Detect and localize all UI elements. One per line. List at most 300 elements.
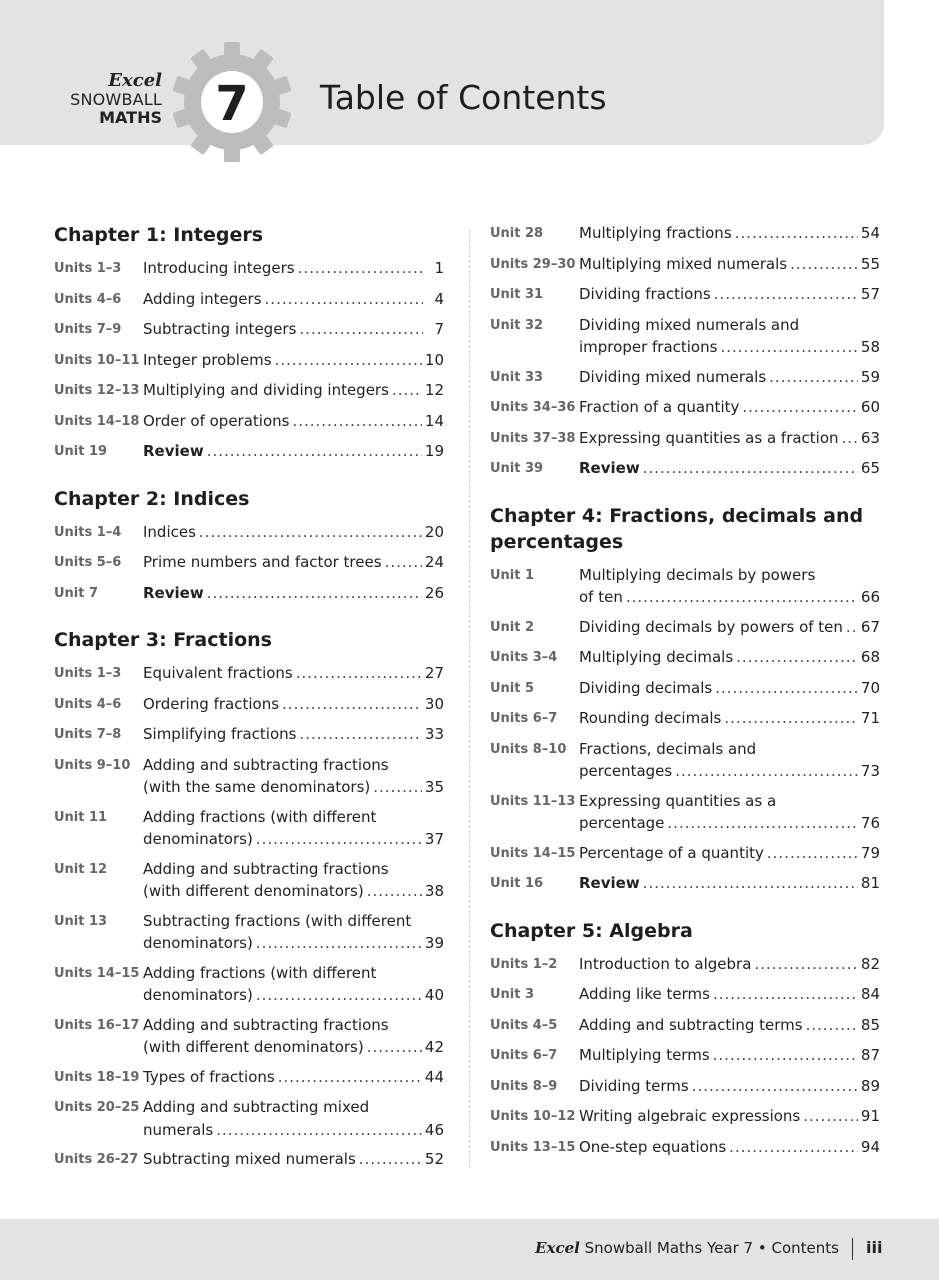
entry-line bbox=[579, 616, 880, 639]
toc-entry[interactable] bbox=[54, 693, 444, 717]
toc-entry[interactable] bbox=[490, 872, 880, 896]
toc-entry[interactable] bbox=[54, 318, 444, 342]
entry-title-block bbox=[579, 427, 880, 451]
toc-entry[interactable] bbox=[54, 410, 444, 434]
entry-title: Prime numbers and factor trees bbox=[143, 551, 385, 574]
chapter-section bbox=[490, 918, 880, 1160]
dot-leader bbox=[806, 1014, 858, 1037]
toc-entry[interactable] bbox=[490, 616, 880, 640]
leader-line bbox=[579, 842, 858, 865]
entry-title: Adding integers bbox=[143, 288, 265, 311]
entry-title-block bbox=[143, 440, 444, 464]
entry-title-block bbox=[143, 1014, 444, 1059]
leader-line bbox=[579, 646, 858, 669]
entry-line bbox=[143, 1066, 444, 1089]
chapter-heading: Chapter 3: Fractions bbox=[54, 629, 272, 651]
dot-leader bbox=[359, 1148, 422, 1171]
toc-entry[interactable] bbox=[490, 253, 880, 277]
entry-title-block bbox=[143, 1066, 444, 1090]
entry-title: Fractions, decimals and bbox=[579, 738, 759, 761]
dot-leader bbox=[667, 812, 858, 835]
chapter-section bbox=[54, 222, 444, 464]
entry-title-block bbox=[579, 790, 880, 835]
entry-title: Multiplying decimals by powers bbox=[579, 564, 818, 587]
chapter-heading: Chapter 4: Fractions, decimals and percentages bbox=[490, 504, 864, 553]
leader-line bbox=[143, 1036, 422, 1059]
toc-entry[interactable] bbox=[490, 222, 880, 246]
toc-entry[interactable] bbox=[490, 842, 880, 866]
unit-range: Units 29–30 bbox=[490, 256, 576, 272]
leader-line bbox=[143, 723, 422, 746]
chapter-section bbox=[54, 627, 444, 1172]
entry-title-block bbox=[143, 693, 444, 717]
toc-entry[interactable] bbox=[54, 551, 444, 575]
entry-title: Types of fractions bbox=[143, 1066, 278, 1089]
entry-title-block bbox=[143, 858, 444, 903]
entry-line bbox=[143, 880, 444, 903]
dot-leader bbox=[724, 707, 858, 730]
entry-title: Multiplying decimals bbox=[579, 646, 736, 669]
brand-logo bbox=[52, 72, 162, 126]
unit-range: Unit 2 bbox=[490, 619, 535, 635]
entry-title-block bbox=[579, 314, 880, 359]
toc-entry[interactable] bbox=[490, 707, 880, 731]
page-number: 57 bbox=[860, 285, 880, 303]
toc-entry[interactable] bbox=[490, 396, 880, 420]
dot-leader bbox=[790, 253, 858, 276]
page-number: 39 bbox=[424, 934, 444, 952]
dot-leader bbox=[296, 662, 422, 685]
toc-entry[interactable] bbox=[490, 677, 880, 701]
entry-title-block bbox=[143, 551, 444, 575]
leader-line bbox=[143, 1066, 422, 1089]
entry-title-block bbox=[143, 1148, 444, 1172]
toc-entry[interactable] bbox=[490, 564, 880, 609]
toc-entry[interactable] bbox=[490, 738, 880, 783]
entry-title: Adding like terms bbox=[579, 983, 713, 1006]
entry-title: Indices bbox=[143, 521, 199, 544]
dot-leader bbox=[643, 457, 858, 480]
dot-leader bbox=[256, 828, 422, 851]
entry-title: Fraction of a quantity bbox=[579, 396, 742, 419]
entry-line bbox=[579, 953, 880, 976]
unit-range: Units 4–5 bbox=[490, 1017, 558, 1033]
entry-title: Adding and subtracting fractions bbox=[143, 1014, 392, 1037]
footer-bullet: • bbox=[757, 1239, 767, 1257]
page-number: 24 bbox=[424, 553, 444, 571]
toc-entry[interactable] bbox=[54, 440, 444, 464]
unit-range: Unit 3 bbox=[490, 987, 535, 1002]
unit-range: Units 1–2 bbox=[490, 956, 558, 972]
page-number: 76 bbox=[860, 814, 880, 832]
page-title: Table of Contents bbox=[320, 78, 607, 117]
footer-separator bbox=[852, 1238, 853, 1260]
leader-line bbox=[143, 288, 423, 311]
leader-line bbox=[579, 396, 858, 419]
entry-title: Rounding decimals bbox=[579, 707, 724, 730]
entry-title-block bbox=[579, 1105, 880, 1129]
chapter-section bbox=[490, 222, 880, 481]
toc-entry[interactable] bbox=[490, 1075, 880, 1099]
unit-range: Unit 12 bbox=[54, 861, 108, 877]
entry-line bbox=[579, 564, 880, 587]
unit-range: Unit 19 bbox=[54, 444, 108, 459]
leader-line bbox=[579, 366, 858, 389]
page-number: 60 bbox=[860, 398, 880, 416]
footer-label bbox=[535, 1239, 839, 1257]
page-number: 67 bbox=[860, 617, 880, 636]
leader-line bbox=[143, 551, 422, 574]
dot-leader bbox=[282, 693, 422, 716]
page-number: 1 bbox=[434, 259, 444, 277]
entry-title-block bbox=[143, 318, 444, 342]
leader-line bbox=[579, 677, 858, 700]
footer-page-number: iii bbox=[866, 1238, 883, 1257]
toc-entry[interactable] bbox=[54, 1014, 444, 1059]
entry-title-block bbox=[579, 1044, 880, 1068]
dot-leader bbox=[692, 1075, 858, 1098]
unit-range: Unit 1 bbox=[490, 567, 535, 583]
dot-leader bbox=[292, 410, 421, 433]
unit-range: Units 14–18 bbox=[54, 413, 140, 429]
entry-line bbox=[143, 551, 444, 574]
page-number: 63 bbox=[860, 428, 880, 447]
toc-entry[interactable] bbox=[54, 754, 444, 799]
entry-title: Expressing quantities as a bbox=[579, 790, 779, 813]
leader-line bbox=[143, 379, 422, 402]
toc-entry[interactable] bbox=[54, 379, 444, 403]
leader-line bbox=[579, 1044, 858, 1067]
entry-title: percentages bbox=[579, 760, 675, 783]
dot-leader bbox=[803, 1105, 858, 1128]
toc-entry[interactable] bbox=[54, 858, 444, 903]
entry-line bbox=[143, 1119, 444, 1142]
toc-entry[interactable] bbox=[54, 1066, 444, 1090]
unit-range: Unit 28 bbox=[490, 226, 544, 241]
unit-range: Unit 33 bbox=[490, 369, 544, 385]
toc-entry[interactable] bbox=[490, 427, 880, 451]
chapter-heading: Chapter 5: Algebra bbox=[490, 919, 693, 942]
toc-entry[interactable] bbox=[490, 790, 880, 835]
entry-line bbox=[579, 983, 880, 1006]
toc-entry[interactable] bbox=[54, 723, 444, 747]
chapter-heading: Chapter 2: Indices bbox=[54, 487, 250, 510]
page-number: 73 bbox=[860, 762, 880, 780]
entry-line bbox=[143, 984, 444, 1007]
toc-entry[interactable] bbox=[490, 366, 880, 390]
toc-entry[interactable] bbox=[54, 257, 444, 281]
brand-excel: Excel bbox=[108, 70, 162, 91]
leader-line bbox=[143, 257, 423, 280]
dot-leader bbox=[385, 551, 422, 574]
review-title: Review bbox=[579, 872, 643, 895]
dot-leader bbox=[643, 872, 858, 895]
page-number: 52 bbox=[424, 1150, 444, 1168]
leader-line bbox=[143, 410, 422, 433]
dot-leader bbox=[299, 318, 423, 341]
brand-maths: MATHS bbox=[99, 108, 162, 127]
entry-title-block bbox=[143, 1096, 444, 1141]
entry-line bbox=[143, 1014, 444, 1037]
toc-entry[interactable] bbox=[490, 314, 880, 359]
entry-line bbox=[579, 646, 880, 669]
entry-line bbox=[579, 1105, 880, 1128]
entry-title: Introducing integers bbox=[143, 257, 298, 280]
toc-entry[interactable] bbox=[490, 1044, 880, 1068]
unit-range: Units 16–17 bbox=[54, 1017, 140, 1033]
entry-title-block bbox=[579, 1014, 880, 1038]
page-number: 12 bbox=[424, 381, 444, 399]
entry-title: Adding and subtracting fractions bbox=[143, 858, 392, 881]
dot-leader bbox=[769, 366, 858, 389]
toc-entry[interactable] bbox=[490, 983, 880, 1007]
footer-band bbox=[0, 1219, 939, 1280]
entry-line bbox=[579, 396, 880, 419]
unit-range: Unit 11 bbox=[54, 809, 108, 825]
entry-title-block bbox=[579, 457, 880, 481]
entry-title: Ordering fractions bbox=[143, 693, 282, 716]
toc-entry[interactable] bbox=[54, 288, 444, 312]
leader-line bbox=[579, 222, 858, 245]
page-number: 58 bbox=[860, 338, 880, 356]
entry-title: Adding fractions (with different bbox=[143, 962, 379, 985]
entry-title: Adding and subtracting mixed bbox=[143, 1096, 372, 1119]
unit-range: Units 12–13 bbox=[54, 383, 140, 398]
entry-title-block bbox=[143, 962, 444, 1007]
entry-line bbox=[143, 521, 444, 544]
leader-line bbox=[579, 616, 858, 639]
entry-line bbox=[143, 910, 444, 933]
entry-line bbox=[143, 379, 444, 402]
entry-title-block bbox=[579, 1075, 880, 1099]
entry-title-block bbox=[579, 738, 880, 783]
entry-title: Integer problems bbox=[143, 349, 275, 372]
leader-line bbox=[579, 707, 858, 730]
toc-entry[interactable] bbox=[54, 349, 444, 373]
toc-entry[interactable] bbox=[490, 1105, 880, 1129]
toc-entry[interactable] bbox=[490, 646, 880, 670]
unit-range: Units 3–4 bbox=[490, 650, 558, 665]
leader-line bbox=[579, 1075, 858, 1098]
unit-range: Units 11–13 bbox=[490, 793, 576, 809]
page-number: 55 bbox=[860, 254, 880, 273]
entry-title: Writing algebraic expressions bbox=[579, 1105, 803, 1128]
page-number: 82 bbox=[860, 954, 880, 973]
page-number: 79 bbox=[860, 843, 880, 862]
unit-range: Unit 39 bbox=[490, 461, 544, 476]
entry-title: of ten bbox=[579, 586, 626, 609]
dot-leader bbox=[736, 646, 858, 669]
dot-leader bbox=[720, 336, 857, 359]
leader-line bbox=[143, 521, 422, 544]
dot-leader bbox=[729, 1136, 858, 1159]
contents-left-column bbox=[54, 222, 444, 1194]
toc-entry[interactable] bbox=[54, 1096, 444, 1141]
entry-line bbox=[579, 790, 880, 813]
toc-entry[interactable] bbox=[490, 1014, 880, 1038]
entry-title-block bbox=[579, 366, 880, 390]
entry-title: Dividing decimals by powers of ten bbox=[579, 616, 846, 639]
unit-range: Units 6–7 bbox=[490, 1048, 558, 1063]
toc-entry[interactable] bbox=[490, 953, 880, 977]
entry-line bbox=[143, 318, 444, 341]
entry-line bbox=[579, 586, 880, 609]
page-number: 91 bbox=[860, 1107, 880, 1125]
page-number: 94 bbox=[860, 1137, 880, 1156]
dot-leader bbox=[299, 723, 421, 746]
leader-line bbox=[143, 693, 422, 716]
entry-line bbox=[143, 828, 444, 851]
unit-range: Units 14–15 bbox=[490, 845, 576, 861]
leader-line bbox=[579, 336, 858, 359]
leader-line bbox=[579, 760, 858, 783]
entry-title: Adding and subtracting terms bbox=[579, 1014, 806, 1037]
dot-leader bbox=[767, 842, 858, 865]
leader-line bbox=[579, 983, 858, 1006]
entry-title-block bbox=[143, 379, 444, 403]
page-number: 35 bbox=[424, 778, 444, 796]
page-number: 44 bbox=[424, 1067, 444, 1086]
toc-entry[interactable] bbox=[54, 910, 444, 955]
entry-title-block bbox=[579, 396, 880, 420]
toc-entry[interactable] bbox=[54, 1148, 444, 1172]
review-title: Review bbox=[579, 457, 643, 480]
toc-entry[interactable] bbox=[54, 662, 444, 686]
entry-title: (with the same denominators) bbox=[143, 776, 373, 799]
toc-entry[interactable] bbox=[54, 962, 444, 1007]
dot-leader bbox=[715, 677, 858, 700]
dot-leader bbox=[373, 776, 422, 799]
entry-title: percentage bbox=[579, 812, 667, 835]
entry-title-block bbox=[143, 521, 444, 545]
leader-line bbox=[579, 457, 858, 480]
entry-title: (with different denominators) bbox=[143, 1036, 367, 1059]
leader-line bbox=[143, 582, 422, 605]
page-number: 46 bbox=[424, 1120, 444, 1139]
entry-line bbox=[579, 842, 880, 865]
toc-entry[interactable] bbox=[490, 457, 880, 481]
page-number: 14 bbox=[424, 411, 444, 430]
leader-line bbox=[143, 318, 423, 341]
entry-title: Expressing quantities as a fraction bbox=[579, 427, 842, 450]
page-number: 26 bbox=[424, 583, 444, 602]
entry-line bbox=[579, 457, 880, 480]
leader-line bbox=[579, 1105, 858, 1128]
dot-leader bbox=[275, 349, 422, 372]
leader-line bbox=[143, 349, 422, 372]
toc-entry[interactable] bbox=[54, 582, 444, 606]
unit-range: Units 4–6 bbox=[54, 696, 122, 712]
toc-entry[interactable] bbox=[54, 521, 444, 545]
entry-title: Introduction to algebra bbox=[579, 953, 754, 976]
chapter-heading: Chapter 1: Integers bbox=[54, 224, 264, 246]
entry-title-block bbox=[579, 646, 880, 670]
entry-title-block bbox=[579, 616, 880, 640]
entry-line bbox=[143, 932, 444, 955]
entry-line bbox=[143, 1096, 444, 1119]
unit-range: Units 1–3 bbox=[54, 666, 122, 681]
entry-title-block bbox=[579, 253, 880, 277]
dot-leader bbox=[367, 1036, 422, 1059]
entry-title-block bbox=[579, 872, 880, 896]
page-number: 37 bbox=[424, 830, 444, 848]
entry-title: (with different denominators) bbox=[143, 880, 367, 903]
entry-title-block bbox=[143, 806, 444, 851]
column-divider bbox=[469, 230, 470, 1168]
entry-line bbox=[143, 440, 444, 463]
entry-title-block bbox=[579, 707, 880, 731]
unit-range: Units 18–19 bbox=[54, 1069, 140, 1085]
entry-title-block bbox=[579, 564, 880, 609]
entry-title-block bbox=[143, 754, 444, 799]
entry-line bbox=[579, 1136, 880, 1159]
entry-line bbox=[143, 1148, 444, 1171]
entry-line bbox=[143, 754, 444, 777]
entry-title-block bbox=[579, 1136, 880, 1160]
entry-line bbox=[143, 806, 444, 829]
brand-snowball: SNOWBALL bbox=[70, 90, 162, 109]
entry-title: Adding and subtracting fractions bbox=[143, 754, 392, 777]
dot-leader bbox=[846, 616, 858, 639]
entry-line bbox=[143, 858, 444, 881]
entry-title: denominators) bbox=[143, 932, 256, 955]
entry-title-block bbox=[579, 983, 880, 1007]
unit-range: Units 6–7 bbox=[490, 711, 558, 726]
dot-leader bbox=[675, 760, 858, 783]
dot-leader bbox=[842, 427, 858, 450]
dot-leader bbox=[713, 983, 858, 1006]
entry-line bbox=[579, 872, 880, 895]
entry-title-block bbox=[143, 349, 444, 373]
dot-leader bbox=[754, 953, 857, 976]
leader-line bbox=[143, 1119, 422, 1142]
leader-line bbox=[143, 1148, 422, 1171]
entry-title: numerals bbox=[143, 1119, 216, 1142]
entry-title-block bbox=[143, 662, 444, 686]
toc-entry[interactable] bbox=[490, 1136, 880, 1160]
toc-entry[interactable] bbox=[54, 806, 444, 851]
leader-line bbox=[143, 984, 422, 1007]
dot-leader bbox=[298, 257, 423, 280]
entry-title: Order of operations bbox=[143, 410, 292, 433]
entry-line bbox=[143, 662, 444, 685]
unit-range: Units 8–10 bbox=[490, 741, 567, 757]
toc-entry[interactable] bbox=[490, 283, 880, 307]
unit-range: Units 1–3 bbox=[54, 261, 122, 276]
entry-title-block bbox=[143, 582, 444, 606]
entry-line bbox=[143, 288, 444, 311]
unit-range: Units 4–6 bbox=[54, 291, 122, 307]
entry-title-block bbox=[579, 953, 880, 977]
leader-line bbox=[143, 776, 422, 799]
entry-title-block bbox=[579, 222, 880, 246]
dot-leader bbox=[265, 288, 423, 311]
entry-line bbox=[579, 760, 880, 783]
dot-leader bbox=[199, 521, 422, 544]
leader-line bbox=[579, 253, 858, 276]
unit-range: Units 20–25 bbox=[54, 1100, 140, 1115]
page-number: 68 bbox=[860, 648, 880, 666]
leader-line bbox=[143, 932, 422, 955]
leader-line bbox=[579, 872, 858, 895]
entry-line bbox=[143, 1036, 444, 1059]
leader-line bbox=[143, 828, 422, 851]
unit-range: Units 37–38 bbox=[490, 430, 576, 446]
entry-line bbox=[143, 693, 444, 716]
unit-range: Units 5–6 bbox=[54, 555, 122, 570]
page-number: 54 bbox=[860, 224, 880, 242]
unit-range: Units 7–9 bbox=[54, 322, 122, 337]
